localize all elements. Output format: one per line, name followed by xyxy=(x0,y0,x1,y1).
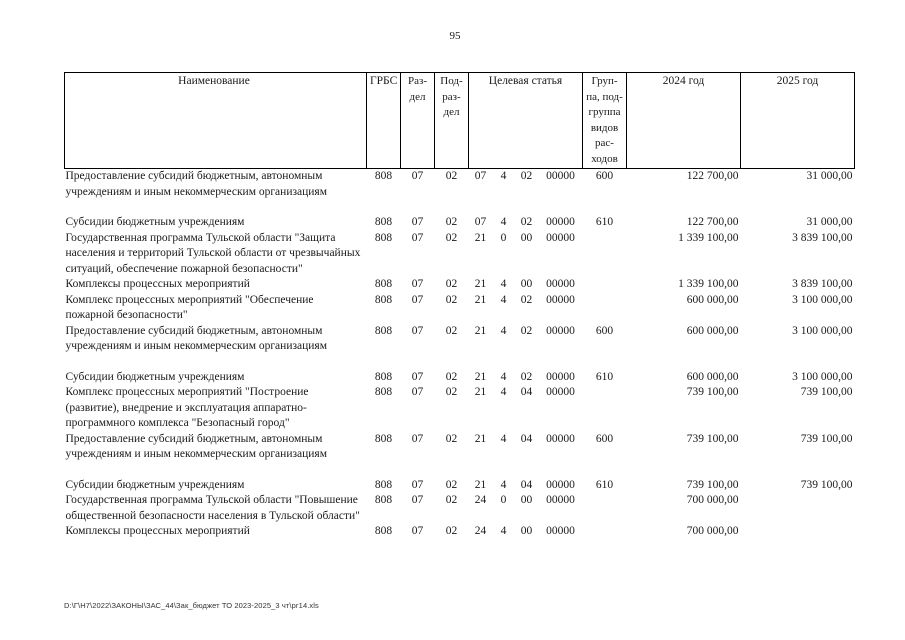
row-target-type: 4 xyxy=(500,386,507,398)
row-expense-group: 610 xyxy=(595,370,614,383)
row-expense-group: 600 xyxy=(595,432,614,445)
row-target-direction: 00000 xyxy=(546,386,575,398)
row-amount-2025: 3 100 000,00 xyxy=(792,324,853,337)
row-amount-2025: 3 100 000,00 xyxy=(792,293,853,306)
row-amount-2025: 3 100 000,00 xyxy=(792,370,853,383)
row-podrazdel: 02 xyxy=(445,525,458,537)
row-target-type: 4 xyxy=(500,370,507,383)
row-grbs: 808 xyxy=(374,494,393,506)
row-target-sub: 02 xyxy=(520,324,533,337)
header-name: Наименование xyxy=(65,73,367,169)
row-amount-2025: 3 839 100,00 xyxy=(792,231,853,244)
row-target-sub: 00 xyxy=(520,278,533,290)
budget-table xyxy=(64,72,855,540)
row-target-program: 21 xyxy=(474,386,487,398)
header-group: Груп- па, под- группа видов рас- ходов xyxy=(583,73,627,169)
row-name: Предоставление субсидий бюджетным, автономным учреждениям и иным некоммерческим организациям xyxy=(65,170,327,198)
spacer-cell xyxy=(65,355,855,370)
row-podrazdel: 02 xyxy=(445,293,458,306)
row-podrazdel: 02 xyxy=(445,278,458,290)
row-target-type: 0 xyxy=(500,231,507,244)
row-target-type: 4 xyxy=(500,525,507,537)
row-amount-2024: 1 339 100,00 xyxy=(678,231,739,244)
row-razdel: 07 xyxy=(411,386,424,398)
row-name: Субсидии бюджетным учреждениям xyxy=(65,478,245,491)
spacer-cell xyxy=(65,200,855,215)
header-2024: 2024 год xyxy=(627,73,741,169)
footer-file-path: D:\Г\Н7\2022\ЗАКОНЫ\ЗАС_44\Зак_бюджет ТО 2023-2025_3 чт\рг14.xls xyxy=(64,601,319,610)
row-target-direction: 00000 xyxy=(546,278,575,290)
row-podrazdel: 02 xyxy=(445,432,458,445)
row-grbs: 808 xyxy=(374,216,393,228)
row-amount-2025 xyxy=(741,493,855,524)
row-spacer xyxy=(65,463,855,478)
table-row xyxy=(65,370,855,386)
row-target-program: 21 xyxy=(474,432,487,445)
row-podrazdel: 02 xyxy=(445,216,458,228)
row-podrazdel: 02 xyxy=(445,386,458,398)
row-target-type: 4 xyxy=(500,293,507,306)
row-name: Государственная программа Тульской области "Защита населения и территорий Тульской области от чрезвычайных ситуаций, обеспечение пожарной безопасности" xyxy=(65,231,361,275)
row-grbs: 808 xyxy=(374,293,393,306)
row-amount-2024: 739 100,00 xyxy=(686,386,739,398)
row-target-type: 4 xyxy=(500,216,507,228)
row-razdel: 07 xyxy=(411,170,424,182)
row-grbs: 808 xyxy=(374,324,393,337)
row-podrazdel: 02 xyxy=(445,324,458,337)
row-razdel: 07 xyxy=(411,494,424,506)
row-amount-2024: 600 000,00 xyxy=(686,370,739,383)
row-target-sub: 02 xyxy=(520,293,533,306)
row-expense-group xyxy=(583,277,627,293)
row-razdel: 07 xyxy=(411,525,424,537)
row-amount-2025: 739 100,00 xyxy=(800,432,853,445)
row-amount-2024: 600 000,00 xyxy=(686,324,739,337)
row-expense-group: 610 xyxy=(595,478,614,491)
row-razdel: 07 xyxy=(411,370,424,383)
row-target-program: 24 xyxy=(474,525,487,537)
row-target-sub: 02 xyxy=(520,370,533,383)
row-amount-2025 xyxy=(741,524,855,540)
row-target-program: 21 xyxy=(474,293,487,306)
table-row xyxy=(65,493,855,524)
header-2025: 2025 год xyxy=(741,73,855,169)
row-podrazdel: 02 xyxy=(445,478,458,491)
row-target-sub: 00 xyxy=(520,525,533,537)
row-podrazdel: 02 xyxy=(445,170,458,182)
row-grbs: 808 xyxy=(374,432,393,445)
table-row xyxy=(65,215,855,231)
row-grbs: 808 xyxy=(374,478,393,491)
row-target-direction: 00000 xyxy=(546,293,575,306)
row-target-direction: 00000 xyxy=(546,432,575,445)
row-target-program: 21 xyxy=(474,278,487,290)
row-grbs: 808 xyxy=(374,231,393,244)
table-row xyxy=(65,169,855,201)
row-target-sub: 04 xyxy=(520,478,533,491)
row-name: Субсидии бюджетным учреждениям xyxy=(65,370,245,383)
row-target-type: 4 xyxy=(500,324,507,337)
row-expense-group: 610 xyxy=(595,216,614,228)
row-amount-2024: 122 700,00 xyxy=(686,216,739,228)
row-target-direction: 00000 xyxy=(546,231,575,244)
table-body xyxy=(65,169,855,540)
row-expense-group: 600 xyxy=(595,324,614,337)
row-grbs: 808 xyxy=(374,370,393,383)
row-target-direction: 00000 xyxy=(546,216,575,228)
row-target-program: 07 xyxy=(474,216,487,228)
header-podrazdel: Под- раз- дел xyxy=(435,73,469,169)
header-grbs: ГРБС xyxy=(367,73,401,169)
table-row xyxy=(65,432,855,463)
header-razdel: Раз- дел xyxy=(401,73,435,169)
row-name: Субсидии бюджетным учреждениям xyxy=(65,216,245,228)
row-target-sub: 02 xyxy=(520,170,533,182)
row-target-sub: 00 xyxy=(520,231,533,244)
row-razdel: 07 xyxy=(411,324,424,337)
row-podrazdel: 02 xyxy=(445,370,458,383)
row-target-program: 24 xyxy=(474,494,487,506)
table-row xyxy=(65,231,855,278)
row-target-program: 21 xyxy=(474,370,487,383)
row-amount-2024: 739 100,00 xyxy=(686,478,739,491)
table-row xyxy=(65,277,855,293)
row-name: Государственная программа Тульской области "Повышение общественной безопасности населения в Тульской области" xyxy=(65,494,360,522)
row-amount-2025: 739 100,00 xyxy=(800,386,853,398)
row-expense-group: 600 xyxy=(595,170,614,182)
row-razdel: 07 xyxy=(411,216,424,228)
table-row xyxy=(65,324,855,355)
spacer-cell xyxy=(65,463,855,478)
row-grbs: 808 xyxy=(374,386,393,398)
row-spacer xyxy=(65,355,855,370)
row-target-type: 4 xyxy=(500,278,507,290)
row-target-direction: 00000 xyxy=(546,478,575,491)
row-amount-2024: 739 100,00 xyxy=(686,432,739,445)
row-amount-2025: 31 000,00 xyxy=(806,216,853,228)
row-target-sub: 04 xyxy=(520,386,533,398)
row-name: Комплекс процессных мероприятий "Построение (развитие), внедрение и эксплуатация аппаратно-программного комплекса "Безопасный город" xyxy=(65,386,309,429)
row-amount-2024: 1 339 100,00 xyxy=(678,278,739,290)
row-expense-group xyxy=(583,524,627,540)
row-expense-group xyxy=(583,385,627,432)
row-target-direction: 00000 xyxy=(546,370,575,383)
row-target-type: 0 xyxy=(500,494,507,506)
table-row xyxy=(65,293,855,324)
row-razdel: 07 xyxy=(411,432,424,445)
table-header-row xyxy=(65,73,855,169)
page-number: 95 xyxy=(449,30,461,42)
row-target-type: 4 xyxy=(500,478,507,491)
row-target-program: 21 xyxy=(474,324,487,337)
row-razdel: 07 xyxy=(411,293,424,306)
row-name: Комплексы процессных мероприятий xyxy=(65,278,250,290)
row-name: Комплекс процессных мероприятий "Обеспечение пожарной безопасности" xyxy=(65,293,314,321)
row-amount-2025: 31 000,00 xyxy=(806,170,853,182)
row-razdel: 07 xyxy=(411,278,424,290)
table-row xyxy=(65,524,855,540)
row-target-direction: 00000 xyxy=(546,494,575,506)
row-expense-group xyxy=(583,493,627,524)
row-target-program: 07 xyxy=(474,170,487,182)
row-target-direction: 00000 xyxy=(546,170,575,182)
row-target-sub: 00 xyxy=(520,494,533,506)
row-amount-2024: 700 000,00 xyxy=(686,494,739,506)
row-podrazdel: 02 xyxy=(445,494,458,506)
row-name: Предоставление субсидий бюджетным, автономным учреждениям и иным некоммерческим организациям xyxy=(65,432,327,460)
row-razdel: 07 xyxy=(411,231,424,244)
row-grbs: 808 xyxy=(374,170,393,182)
row-target-direction: 00000 xyxy=(546,324,575,337)
row-name: Предоставление субсидий бюджетным, автономным учреждениям и иным некоммерческим организациям xyxy=(65,324,327,352)
row-target-direction: 00000 xyxy=(546,525,575,537)
row-grbs: 808 xyxy=(374,525,393,537)
row-amount-2025: 3 839 100,00 xyxy=(792,278,853,290)
row-target-program: 21 xyxy=(474,231,487,244)
row-name: Комплексы процессных мероприятий xyxy=(65,525,250,537)
table-row xyxy=(65,478,855,494)
row-amount-2025: 739 100,00 xyxy=(800,478,853,491)
row-amount-2024: 600 000,00 xyxy=(686,293,739,306)
row-target-sub: 02 xyxy=(520,216,533,228)
row-spacer xyxy=(65,200,855,215)
row-target-type: 4 xyxy=(500,432,507,445)
row-razdel: 07 xyxy=(411,478,424,491)
row-amount-2024: 122 700,00 xyxy=(686,170,739,182)
table-row xyxy=(65,385,855,432)
row-expense-group xyxy=(583,231,627,278)
row-amount-2024: 700 000,00 xyxy=(686,525,739,537)
row-podrazdel: 02 xyxy=(445,231,458,244)
row-grbs: 808 xyxy=(374,278,393,290)
header-target: Целевая статья xyxy=(469,73,583,169)
row-target-program: 21 xyxy=(474,478,487,491)
row-target-sub: 04 xyxy=(520,432,533,445)
row-expense-group xyxy=(583,293,627,324)
row-target-type: 4 xyxy=(500,170,507,182)
